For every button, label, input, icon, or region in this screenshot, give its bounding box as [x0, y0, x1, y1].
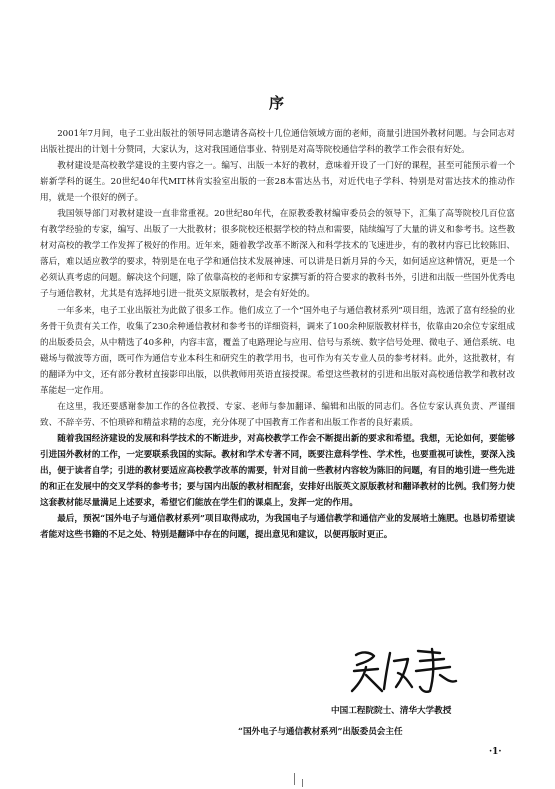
paragraph: 2001年7月间，电子工业出版社的领导同志邀请各高校十几位通信领域方面的老师，商量引进国外教材问题。与会同志对出版社提出的计划十分赞同，大家认为，这对我国通信事业、特别是对高等院校通信学科的教学工作会很有好处。 [40, 129, 515, 156]
paragraph: 一年多来，电子工业出版社为此做了很多工作。他们成立了一个“国外电子与通信教材系列”项目组，选派了富有经验的业务骨干负责有关工作，收集了230余种通信教材和参考书的详细资料，调来了100余种原版教材样书，依靠由20余位专家组成的出版委员会，从中精选了40多种，内容丰富，覆盖了电路理论与应用、信号与系统、数字信号处理、微电子、通信系统、电磁场与微波等方面，既可作为通信专业本科生和研究生的教学用书，也可作为有关专业人员的参考材料。此外，这批教材，有的翻译为中文，还有部分教材直接影印出版，以供教师用英语直接授课。希望这些教材的引进和出版对高校通信教学和教材改革能起一定作用。 [40, 305, 516, 396]
paragraph: 随着我国经济建设的发展和科学技术的不断进步，对高校教学工作会不断提出新的要求和希望。我想，无论如何，要能够引进国外教材的工作，一定要联系我国的实际。教材和学术专著不同，既要注意科学性、学术性，也要重视可读性，要深入浅出，便于读者自学；引进的教材要适应高校教学改革的需要，针对目前一些教材内容较为陈旧的问题，有目的地引进一些先进的和正在发展中的交叉学科的参考书；要与国内出版的教材相配套，安排好出版英文原版教材和翻译教材的比例。我们努力使这套教材能尽量满足上述要求，希望它们能放在学生们的课桌上，发挥一定的作用。 [40, 433, 515, 509]
paragraph: 最后，预祝“国外电子与通信教材系列”项目取得成功，为我国电子与通信教学和通信产业的发展培土施肥。也恳切希望读者能对这些书籍的不足之处、特别是翻译中存在的问题，提出意见和建议，以便再版时更正。 [40, 514, 515, 541]
page-title: 序 [268, 94, 286, 112]
paragraph: 教材建设是高校教学建设的主要内容之一。编写、出版一本好的教材，意味着开设了一门好的课程，甚至可能预示着一个崭新学科的诞生。20世纪40年代MIT林肯实验室出版的一套28本雷达丛书，对近代电子学科、特别是对雷达技术的推动作用，就是一个很好的例子。 [40, 161, 515, 204]
signature-position: “国外电子与通信教材系列”出版委员会主任 [238, 727, 403, 737]
scan-mark [294, 773, 295, 785]
scan-mark [302, 779, 303, 787]
page-number: ·1· [489, 747, 502, 757]
preface-body [40, 126, 515, 543]
signature-title: 中国工程院院士、清华大学教授 [331, 706, 452, 716]
handwritten-signature [348, 645, 468, 697]
paragraph: 我国领导部门对教材建设一直非常重视。20世纪80年代，在原教委教材编审委员会的领导下，汇集了高等院校几百位富有教学经验的专家，编写、出版了一大批教材；很多院校还根据学校的特点和需要，陆续编写了大量的讲义和参考书。这些教材对高校的教学工作发挥了极好的作用。近年来，随着教学改革不断深入和科学技术的飞速进步，有的教材内容已比较陈旧、落后，难以适应教学的要求，特别是在电子学和通信技术发展神速、可以讲是日新月异的今天，如何适应这种情况，更是一个必须认真考虑的问题。解决这个问题，除了依靠高校的老师和专家撰写新的符合要求的教科书外，引进和出版一些国外优秀电子与通信教材，尤其是有选择地引进一批英文原版教材，是会有好处的。 [40, 209, 515, 300]
paragraph: 在这里，我还要感谢参加工作的各位教授、专家、老师与参加翻译、编辑和出版的同志们。各位专家认真负责、严谨细致、不辞辛劳、不怕琐碎和精益求精的态度，充分体现了中国教育工作者和出版工作者的良好素质。 [40, 401, 515, 428]
